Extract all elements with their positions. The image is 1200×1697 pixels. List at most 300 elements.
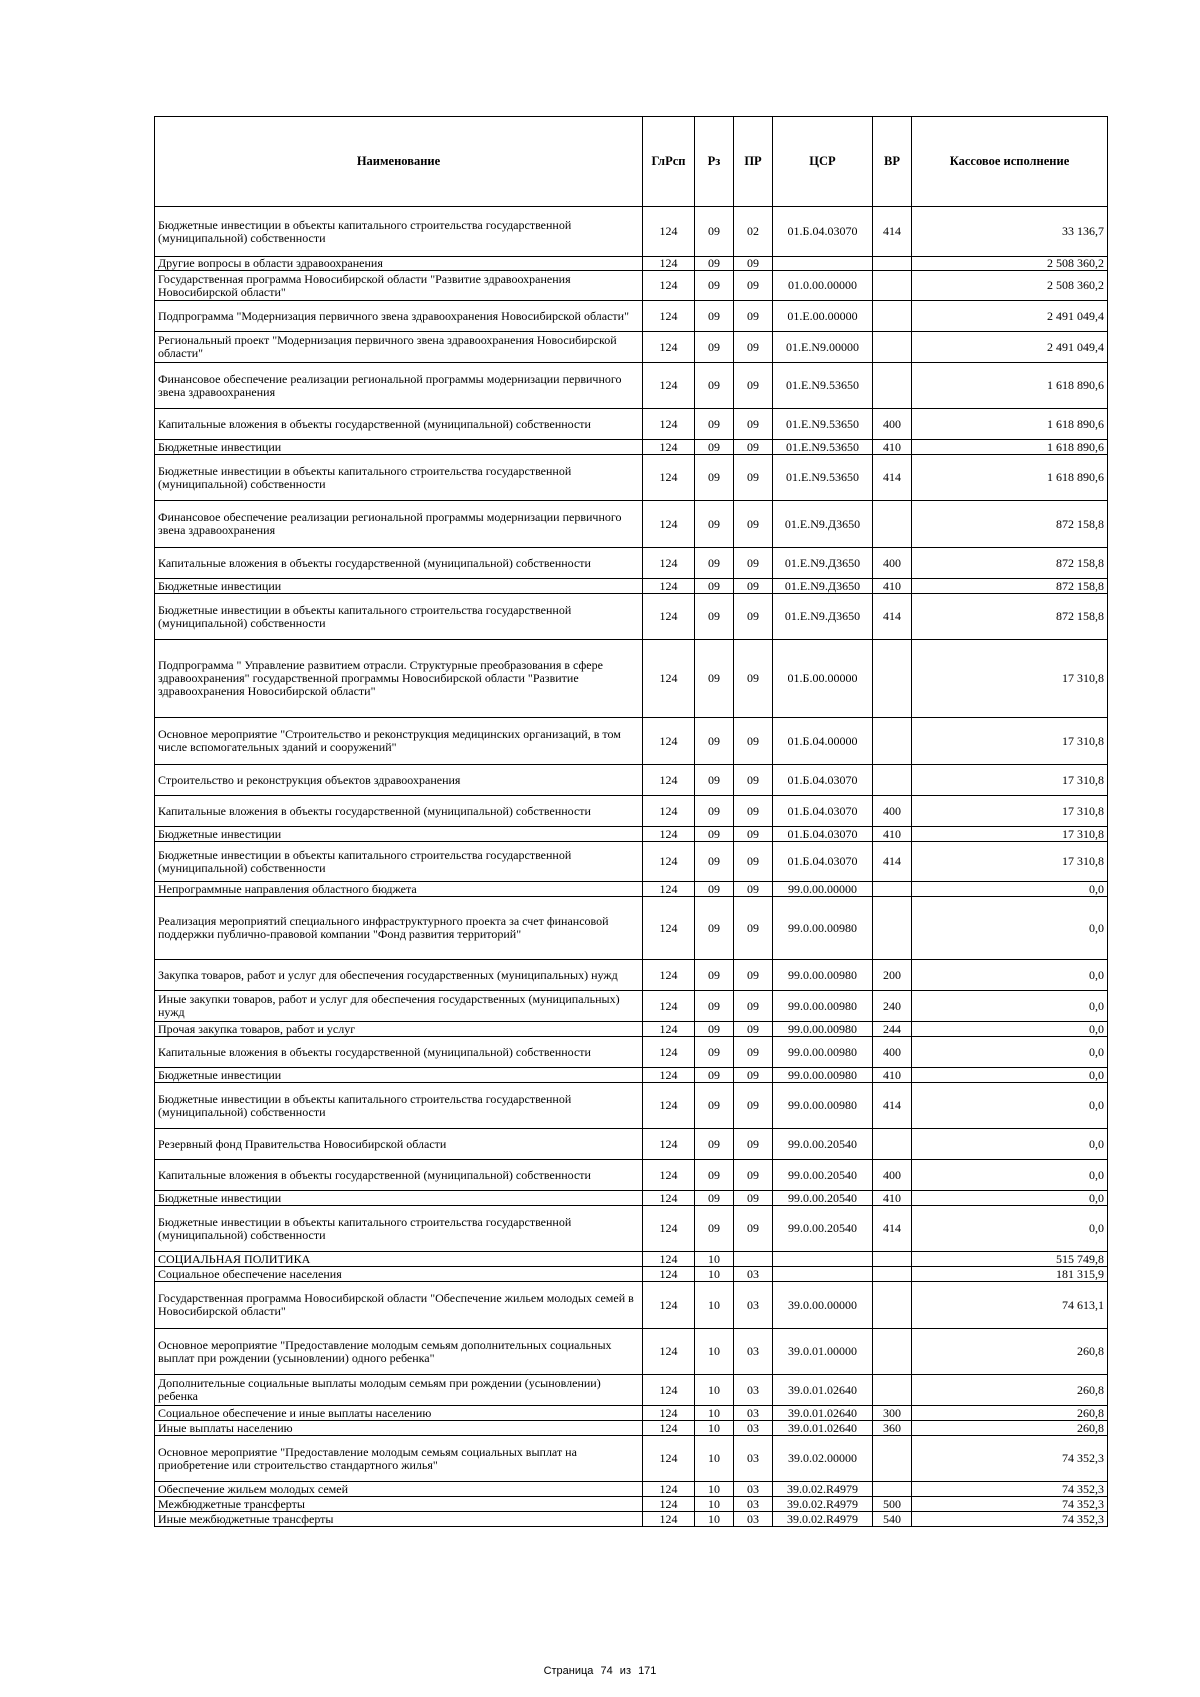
cell-rz: 09: [695, 301, 734, 332]
cell-vr: [873, 640, 912, 718]
cell-pr: 09: [734, 548, 773, 579]
cell-execution: 1 618 890,6: [912, 363, 1108, 409]
cell-name: Подпрограмма " Управление развитием отрасли. Структурные преобразования в сфере здравоохранения" государственной программы Новосибирской области "Развитие здравоохранения Новосибирской области": [155, 640, 643, 718]
cell-name: Государственная программа Новосибирской области "Обеспечение жильем молодых семей в Новосибирской области": [155, 1282, 643, 1329]
cell-glrsp: 124: [643, 1421, 695, 1436]
table-row: [155, 409, 1108, 440]
cell-csr: 39.0.01.02640: [773, 1375, 873, 1406]
table-row: [155, 332, 1108, 363]
cell-pr: 03: [734, 1329, 773, 1375]
cell-vr: 414: [873, 1206, 912, 1252]
table-row: [155, 1083, 1108, 1129]
cell-name: Бюджетные инвестиции в объекты капитального строительства государственной (муниципальной) собственности: [155, 594, 643, 640]
table-row: [155, 640, 1108, 718]
cell-name: Капитальные вложения в объекты государственной (муниципальной) собственности: [155, 796, 643, 827]
cell-csr: [773, 257, 873, 271]
cell-glrsp: 124: [643, 1206, 695, 1252]
cell-execution: 0,0: [912, 1206, 1108, 1252]
table-row: [155, 1191, 1108, 1206]
cell-name: Бюджетные инвестиции: [155, 1068, 643, 1083]
cell-pr: 09: [734, 455, 773, 501]
cell-rz: 09: [695, 257, 734, 271]
cell-csr: 39.0.01.02640: [773, 1406, 873, 1421]
cell-vr: [873, 1282, 912, 1329]
cell-name: Бюджетные инвестиции: [155, 827, 643, 842]
cell-execution: 2 508 360,2: [912, 271, 1108, 301]
cell-rz: 10: [695, 1282, 734, 1329]
cell-pr: 03: [734, 1375, 773, 1406]
cell-rz: 09: [695, 1206, 734, 1252]
cell-glrsp: 124: [643, 1068, 695, 1083]
cell-csr: 01.0.00.00000: [773, 271, 873, 301]
cell-name: Основное мероприятие "Предоставление молодым семьям дополнительных социальных выплат при рождении (усыновлении) одного ребенка": [155, 1329, 643, 1375]
table-row: [155, 440, 1108, 455]
cell-vr: 400: [873, 796, 912, 827]
cell-execution: 0,0: [912, 897, 1108, 960]
cell-name: Бюджетные инвестиции в объекты капитального строительства государственной (муниципальной) собственности: [155, 455, 643, 501]
cell-vr: 414: [873, 207, 912, 257]
cell-execution: 0,0: [912, 1022, 1108, 1037]
cell-name: СОЦИАЛЬНАЯ ПОЛИТИКА: [155, 1252, 643, 1267]
cell-vr: [873, 1329, 912, 1375]
cell-rz: 09: [695, 548, 734, 579]
cell-rz: 09: [695, 409, 734, 440]
cell-execution: 74 352,3: [912, 1497, 1108, 1512]
cell-glrsp: 124: [643, 1406, 695, 1421]
cell-rz: 10: [695, 1329, 734, 1375]
table-row: [155, 1482, 1108, 1497]
cell-vr: 244: [873, 1022, 912, 1037]
cell-name: Бюджетные инвестиции в объекты капитального строительства государственной (муниципальной) собственности: [155, 207, 643, 257]
footer-page-number: 74: [600, 1665, 613, 1677]
cell-rz: 10: [695, 1406, 734, 1421]
cell-vr: [873, 332, 912, 363]
cell-rz: 09: [695, 960, 734, 991]
header-pr: ПР: [734, 117, 773, 207]
cell-rz: 10: [695, 1267, 734, 1282]
table-row: [155, 1406, 1108, 1421]
cell-vr: [873, 1129, 912, 1160]
cell-pr: 09: [734, 501, 773, 548]
cell-name: Бюджетные инвестиции: [155, 1191, 643, 1206]
cell-glrsp: 124: [643, 1512, 695, 1527]
cell-execution: 872 158,8: [912, 594, 1108, 640]
cell-execution: 17 310,8: [912, 765, 1108, 796]
table-row: [155, 1129, 1108, 1160]
cell-vr: 414: [873, 594, 912, 640]
cell-pr: 09: [734, 1022, 773, 1037]
header-name: Наименование: [155, 117, 643, 207]
cell-csr: 01.Е.N9.53650: [773, 363, 873, 409]
cell-csr: 01.Е.N9.Д3650: [773, 594, 873, 640]
cell-pr: 09: [734, 1068, 773, 1083]
cell-rz: 09: [695, 1022, 734, 1037]
cell-glrsp: 124: [643, 1282, 695, 1329]
cell-csr: 99.0.00.00980: [773, 991, 873, 1022]
cell-csr: 01.Е.00.00000: [773, 301, 873, 332]
cell-glrsp: 124: [643, 579, 695, 594]
cell-vr: [873, 271, 912, 301]
table-row: [155, 1375, 1108, 1406]
cell-execution: 17 310,8: [912, 640, 1108, 718]
cell-execution: 74 352,3: [912, 1482, 1108, 1497]
table-row: [155, 1252, 1108, 1267]
cell-pr: 09: [734, 440, 773, 455]
cell-pr: 03: [734, 1267, 773, 1282]
cell-vr: 410: [873, 827, 912, 842]
cell-pr: 09: [734, 897, 773, 960]
cell-glrsp: 124: [643, 332, 695, 363]
cell-rz: 09: [695, 882, 734, 897]
header-csr: ЦСР: [773, 117, 873, 207]
cell-glrsp: 124: [643, 960, 695, 991]
cell-csr: 01.Б.04.03070: [773, 765, 873, 796]
table-row: [155, 1497, 1108, 1512]
cell-pr: 09: [734, 1191, 773, 1206]
header-vr: ВР: [873, 117, 912, 207]
cell-csr: 01.Е.N9.00000: [773, 332, 873, 363]
cell-name: Обеспечение жильем молодых семей: [155, 1482, 643, 1497]
cell-glrsp: 124: [643, 440, 695, 455]
cell-vr: 414: [873, 455, 912, 501]
cell-pr: 03: [734, 1406, 773, 1421]
table-row: [155, 765, 1108, 796]
table-row: [155, 1022, 1108, 1037]
cell-name: Капитальные вложения в объекты государственной (муниципальной) собственности: [155, 409, 643, 440]
cell-execution: 0,0: [912, 960, 1108, 991]
cell-vr: [873, 718, 912, 765]
cell-execution: 2 491 049,4: [912, 332, 1108, 363]
cell-execution: 0,0: [912, 991, 1108, 1022]
cell-vr: [873, 765, 912, 796]
cell-rz: 09: [695, 594, 734, 640]
cell-execution: 0,0: [912, 882, 1108, 897]
cell-pr: 03: [734, 1282, 773, 1329]
cell-csr: 99.0.00.00000: [773, 882, 873, 897]
cell-name: Социальное обеспечение и иные выплаты населению: [155, 1406, 643, 1421]
cell-rz: 09: [695, 579, 734, 594]
cell-vr: [873, 1436, 912, 1482]
cell-glrsp: 124: [643, 1129, 695, 1160]
cell-execution: 260,8: [912, 1421, 1108, 1436]
budget-table-container: [154, 116, 1107, 1527]
cell-execution: 181 315,9: [912, 1267, 1108, 1282]
cell-glrsp: 124: [643, 765, 695, 796]
cell-name: Иные закупки товаров, работ и услуг для обеспечения государственных (муниципальных) нужд: [155, 991, 643, 1022]
cell-rz: 09: [695, 332, 734, 363]
cell-vr: 414: [873, 842, 912, 882]
cell-pr: 09: [734, 594, 773, 640]
cell-name: Социальное обеспечение населения: [155, 1267, 643, 1282]
cell-name: Подпрограмма "Модернизация первичного звена здравоохранения Новосибирской области": [155, 301, 643, 332]
cell-rz: 09: [695, 897, 734, 960]
cell-csr: 01.Е.N9.Д3650: [773, 548, 873, 579]
cell-execution: 74 352,3: [912, 1436, 1108, 1482]
table-row: [155, 271, 1108, 301]
cell-csr: 01.Б.04.03070: [773, 827, 873, 842]
budget-table: [154, 116, 1108, 1527]
cell-vr: 400: [873, 548, 912, 579]
cell-csr: [773, 1252, 873, 1267]
cell-csr: 39.0.02.R4979: [773, 1512, 873, 1527]
cell-name: Основное мероприятие "Предоставление молодым семьям социальных выплат на приобретение или строительство стандартного жилья": [155, 1436, 643, 1482]
cell-name: Строительство и реконструкция объектов здравоохранения: [155, 765, 643, 796]
cell-execution: 0,0: [912, 1129, 1108, 1160]
page-footer: [0, 1665, 1200, 1677]
cell-csr: 39.0.01.02640: [773, 1421, 873, 1436]
cell-vr: 240: [873, 991, 912, 1022]
cell-execution: 872 158,8: [912, 579, 1108, 594]
cell-pr: 03: [734, 1421, 773, 1436]
cell-rz: 09: [695, 1191, 734, 1206]
table-row: [155, 897, 1108, 960]
cell-execution: 0,0: [912, 1083, 1108, 1129]
cell-pr: 09: [734, 640, 773, 718]
cell-execution: 74 352,3: [912, 1512, 1108, 1527]
cell-pr: 09: [734, 882, 773, 897]
cell-name: Бюджетные инвестиции в объекты капитального строительства государственной (муниципальной) собственности: [155, 1206, 643, 1252]
cell-glrsp: 124: [643, 301, 695, 332]
cell-pr: 09: [734, 301, 773, 332]
table-row: [155, 960, 1108, 991]
cell-glrsp: 124: [643, 1252, 695, 1267]
cell-execution: 872 158,8: [912, 548, 1108, 579]
cell-csr: 01.Е.N9.53650: [773, 440, 873, 455]
table-row: [155, 455, 1108, 501]
cell-vr: [873, 257, 912, 271]
cell-name: Другие вопросы в области здравоохранения: [155, 257, 643, 271]
cell-glrsp: 124: [643, 827, 695, 842]
cell-pr: 09: [734, 827, 773, 842]
cell-csr: 01.Б.04.03070: [773, 207, 873, 257]
table-row: [155, 579, 1108, 594]
cell-glrsp: 124: [643, 455, 695, 501]
cell-glrsp: 124: [643, 842, 695, 882]
cell-rz: 10: [695, 1375, 734, 1406]
cell-pr: 03: [734, 1436, 773, 1482]
cell-glrsp: 124: [643, 796, 695, 827]
cell-glrsp: 124: [643, 640, 695, 718]
cell-execution: 17 310,8: [912, 718, 1108, 765]
cell-name: Непрограммные направления областного бюджета: [155, 882, 643, 897]
cell-name: Основное мероприятие "Строительство и реконструкция медицинских организаций, в том числе вспомогательных зданий и сооружений": [155, 718, 643, 765]
cell-execution: 0,0: [912, 1037, 1108, 1068]
cell-pr: 09: [734, 579, 773, 594]
cell-csr: 99.0.00.20540: [773, 1160, 873, 1191]
cell-name: Межбюджетные трансферты: [155, 1497, 643, 1512]
cell-execution: 1 618 890,6: [912, 440, 1108, 455]
table-row: [155, 594, 1108, 640]
table-row: [155, 718, 1108, 765]
cell-csr: 01.Б.04.00000: [773, 718, 873, 765]
table-row: [155, 796, 1108, 827]
cell-rz: 10: [695, 1421, 734, 1436]
cell-glrsp: 124: [643, 1083, 695, 1129]
cell-vr: 360: [873, 1421, 912, 1436]
cell-rz: 09: [695, 1129, 734, 1160]
table-row: [155, 1282, 1108, 1329]
cell-execution: 33 136,7: [912, 207, 1108, 257]
cell-execution: 74 613,1: [912, 1282, 1108, 1329]
table-row: [155, 1037, 1108, 1068]
cell-name: Финансовое обеспечение реализации региональной программы модернизации первичного звена здравоохранения: [155, 501, 643, 548]
cell-pr: [734, 1252, 773, 1267]
cell-vr: [873, 1375, 912, 1406]
cell-glrsp: 124: [643, 897, 695, 960]
cell-rz: 09: [695, 363, 734, 409]
cell-name: Капитальные вложения в объекты государственной (муниципальной) собственности: [155, 1037, 643, 1068]
table-row: [155, 257, 1108, 271]
cell-name: Региональный проект "Модернизация первичного звена здравоохранения Новосибирской области": [155, 332, 643, 363]
cell-glrsp: 124: [643, 594, 695, 640]
table-row: [155, 1267, 1108, 1282]
cell-pr: 09: [734, 796, 773, 827]
cell-rz: 09: [695, 440, 734, 455]
cell-vr: 200: [873, 960, 912, 991]
cell-vr: [873, 882, 912, 897]
cell-glrsp: 124: [643, 1191, 695, 1206]
cell-rz: 09: [695, 1037, 734, 1068]
cell-rz: 09: [695, 1160, 734, 1191]
cell-vr: [873, 501, 912, 548]
table-row: [155, 1436, 1108, 1482]
cell-name: Бюджетные инвестиции: [155, 579, 643, 594]
cell-name: Дополнительные социальные выплаты молодым семьям при рождении (усыновлении) ребенка: [155, 1375, 643, 1406]
cell-glrsp: 124: [643, 409, 695, 440]
cell-execution: 0,0: [912, 1160, 1108, 1191]
table-body: [155, 207, 1108, 1527]
cell-vr: 410: [873, 440, 912, 455]
cell-rz: 09: [695, 827, 734, 842]
cell-name: Капитальные вложения в объекты государственной (муниципальной) собственности: [155, 1160, 643, 1191]
cell-name: Резервный фонд Правительства Новосибирской области: [155, 1129, 643, 1160]
cell-glrsp: 124: [643, 1497, 695, 1512]
cell-glrsp: 124: [643, 1375, 695, 1406]
cell-name: Бюджетные инвестиции в объекты капитального строительства государственной (муниципальной) собственности: [155, 842, 643, 882]
cell-rz: 10: [695, 1252, 734, 1267]
cell-vr: [873, 897, 912, 960]
table-row: [155, 1329, 1108, 1375]
table-row: [155, 1206, 1108, 1252]
cell-pr: 09: [734, 1037, 773, 1068]
cell-csr: 99.0.00.00980: [773, 1068, 873, 1083]
cell-csr: 39.0.01.00000: [773, 1329, 873, 1375]
cell-csr: [773, 1267, 873, 1282]
cell-pr: 09: [734, 718, 773, 765]
table-row: [155, 882, 1108, 897]
cell-pr: 09: [734, 960, 773, 991]
cell-pr: 09: [734, 1129, 773, 1160]
cell-glrsp: 124: [643, 1329, 695, 1375]
cell-rz: 09: [695, 765, 734, 796]
cell-execution: 17 310,8: [912, 842, 1108, 882]
cell-rz: 09: [695, 842, 734, 882]
cell-name: Финансовое обеспечение реализации региональной программы модернизации первичного звена здравоохранения: [155, 363, 643, 409]
cell-csr: 99.0.00.20540: [773, 1129, 873, 1160]
table-row: [155, 363, 1108, 409]
cell-glrsp: 124: [643, 1022, 695, 1037]
cell-rz: 09: [695, 207, 734, 257]
cell-pr: 09: [734, 991, 773, 1022]
table-row: [155, 548, 1108, 579]
cell-csr: 99.0.00.00980: [773, 1037, 873, 1068]
cell-rz: 10: [695, 1497, 734, 1512]
cell-csr: 39.0.02.R4979: [773, 1497, 873, 1512]
table-row: [155, 301, 1108, 332]
cell-glrsp: 124: [643, 1436, 695, 1482]
cell-execution: 260,8: [912, 1406, 1108, 1421]
cell-execution: 1 618 890,6: [912, 455, 1108, 501]
cell-glrsp: 124: [643, 1160, 695, 1191]
cell-rz: 09: [695, 796, 734, 827]
header-rz: Рз: [695, 117, 734, 207]
cell-execution: 872 158,8: [912, 501, 1108, 548]
cell-vr: 400: [873, 1037, 912, 1068]
cell-name: Бюджетные инвестиции в объекты капитального строительства государственной (муниципальной) собственности: [155, 1083, 643, 1129]
footer-of: из: [619, 1665, 631, 1677]
cell-glrsp: 124: [643, 1482, 695, 1497]
table-row: [155, 1421, 1108, 1436]
cell-rz: 09: [695, 640, 734, 718]
cell-glrsp: 124: [643, 991, 695, 1022]
cell-rz: 09: [695, 991, 734, 1022]
table-row: [155, 1512, 1108, 1527]
cell-pr: 03: [734, 1512, 773, 1527]
cell-vr: [873, 1482, 912, 1497]
cell-csr: 01.Б.04.03070: [773, 796, 873, 827]
table-header-row: [155, 117, 1108, 207]
cell-execution: 260,8: [912, 1329, 1108, 1375]
cell-glrsp: 124: [643, 363, 695, 409]
cell-vr: 500: [873, 1497, 912, 1512]
table-row: [155, 501, 1108, 548]
cell-rz: 10: [695, 1482, 734, 1497]
cell-vr: [873, 301, 912, 332]
cell-rz: 09: [695, 271, 734, 301]
header-execution: Кассовое исполнение: [912, 117, 1108, 207]
cell-pr: 03: [734, 1482, 773, 1497]
cell-name: Государственная программа Новосибирской области "Развитие здравоохранения Новосибирской области": [155, 271, 643, 301]
cell-csr: 01.Е.N9.Д3650: [773, 579, 873, 594]
cell-pr: 09: [734, 271, 773, 301]
cell-execution: 17 310,8: [912, 827, 1108, 842]
cell-name: Иные межбюджетные трансферты: [155, 1512, 643, 1527]
cell-pr: 09: [734, 1206, 773, 1252]
cell-execution: 0,0: [912, 1068, 1108, 1083]
cell-pr: 09: [734, 363, 773, 409]
footer-label: Страница: [543, 1665, 594, 1677]
cell-glrsp: 124: [643, 257, 695, 271]
cell-vr: 540: [873, 1512, 912, 1527]
cell-pr: 03: [734, 1497, 773, 1512]
cell-glrsp: 124: [643, 271, 695, 301]
header-glrsp: ГлРсп: [643, 117, 695, 207]
cell-rz: 10: [695, 1436, 734, 1482]
cell-csr: 01.Е.N9.53650: [773, 409, 873, 440]
cell-vr: 300: [873, 1406, 912, 1421]
cell-name: Бюджетные инвестиции: [155, 440, 643, 455]
cell-pr: 09: [734, 1083, 773, 1129]
cell-pr: 09: [734, 257, 773, 271]
cell-name: Реализация мероприятий специального инфраструктурного проекта за счет финансовой поддержки публично-правовой компании "Фонд развития территорий": [155, 897, 643, 960]
table-row: [155, 207, 1108, 257]
cell-vr: 400: [873, 409, 912, 440]
cell-csr: 01.Б.04.03070: [773, 842, 873, 882]
cell-vr: 414: [873, 1083, 912, 1129]
cell-vr: 410: [873, 1068, 912, 1083]
cell-pr: 09: [734, 842, 773, 882]
cell-glrsp: 124: [643, 548, 695, 579]
